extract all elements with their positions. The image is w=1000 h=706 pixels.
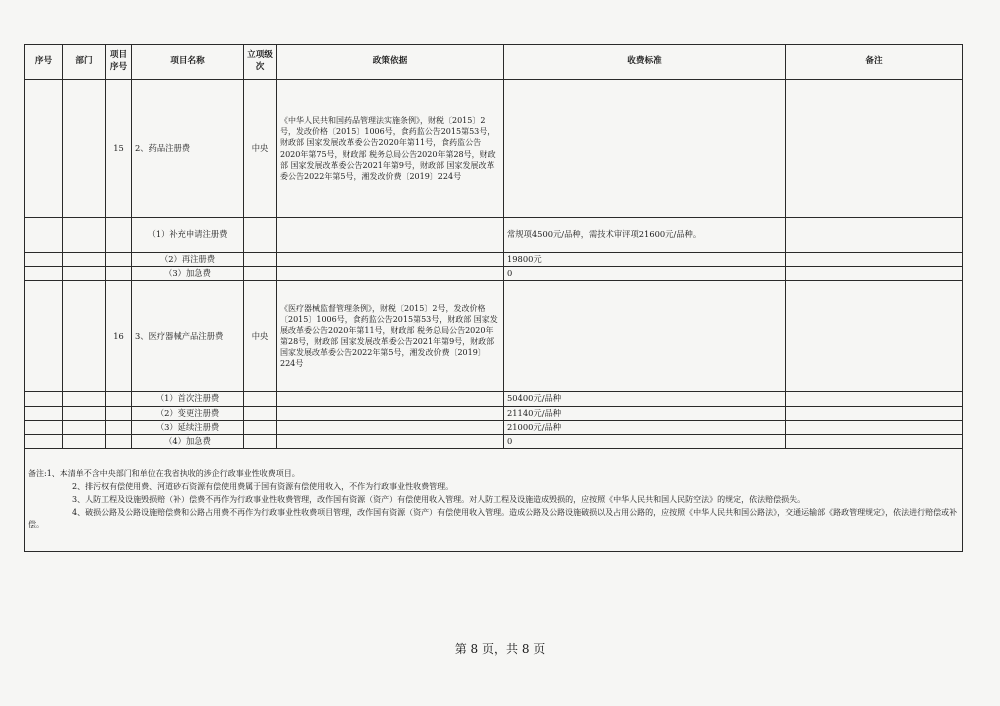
item-name-cell: （1）补充申请注册费 [132, 218, 244, 253]
note-1: 备注:1、本清单不含中央部门和单位在我省执收的涉企行政事业性收费项目。 [28, 469, 300, 479]
header-level: 立项级次 [244, 45, 277, 80]
standard-cell: 21140元/品种 [504, 406, 786, 420]
item-name-cell: （3）延续注册费 [132, 420, 244, 434]
level-cell: 中央 [244, 281, 277, 392]
header-remark: 备注 [786, 45, 963, 80]
item-seq-cell: 15 [106, 80, 132, 218]
item-name-cell: （2）再注册费 [132, 253, 244, 267]
table-row [25, 434, 963, 448]
level-cell: 中央 [244, 80, 277, 218]
table-row [25, 420, 963, 434]
table-header-row [25, 45, 963, 80]
table-row [25, 218, 963, 253]
notes-cell [25, 449, 963, 552]
item-name-cell: （2）变更注册费 [132, 406, 244, 420]
note-4: 4、破损公路及公路设施赔偿费和公路占用费不再作为行政事业性收费项目管理，改作国有资源（资产）有偿使用收入管理。造成公路及公路设施破损以及占用公路的，应按照《中华人民共和国公路法》，交通运输部《路政管理规定》，依法进行赔偿或补偿。 [28, 507, 958, 530]
header-dept: 部门 [63, 45, 106, 80]
table-row [25, 392, 963, 406]
notes-row [25, 449, 963, 552]
item-name-cell: （3）加急费 [132, 267, 244, 281]
item-name-cell: （4）加急费 [132, 434, 244, 448]
standard-cell: 21000元/品种 [504, 420, 786, 434]
standard-cell: 0 [504, 434, 786, 448]
table-row [25, 267, 963, 281]
table-row [25, 406, 963, 420]
standard-cell: 19800元 [504, 253, 786, 267]
basis-cell: 《中华人民共和国药品管理法实施条例》，财税〔2015〕2号，发改价格〔2015〕1006号，食药监公告2015第53号，财政部 国家发展改革委公告2020年第11号，食药监公告2020年第75号，财政部 税务总局公告2020年第28号，财政部 国家发展改革委公告2021年第9号，财政部 国家发展改革委公告2022年第5号，湘发改价费〔2019〕224号 [277, 80, 504, 218]
basis-cell: 《医疗器械监督管理条例》，财税〔2015〕2号，发改价格〔2015〕1006号，食药监公告2015第53号，财政部 国家发展改革委公告2020年第11号，财政部 税务总局公告2020年第28号，财政部 国家发展改革委公告2021年第9号，财政部 国家发展改革委公告2022年第5号，湘发改价费〔2019〕224号 [277, 281, 504, 392]
item-name-cell: （1）首次注册费 [132, 392, 244, 406]
note-3: 3、人防工程及设施毁损赔（补）偿费不再作为行政事业性收费管理，改作国有资源（资产）有偿使用收入管理。对人防工程及设施造成毁损的，应按照《中华人民共和国人民防空法》的规定，依法赔偿损失。 [72, 494, 806, 504]
item-name-cell: 2、药品注册费 [132, 80, 244, 218]
item-name-cell: 3、医疗器械产品注册费 [132, 281, 244, 392]
fee-table [24, 44, 963, 552]
standard-cell: 0 [504, 267, 786, 281]
table-row [25, 253, 963, 267]
standard-cell: 50400元/品种 [504, 392, 786, 406]
header-seq: 序号 [25, 45, 63, 80]
standard-cell: 常规项4500元/品种，需技术审评项21600元/品种。 [504, 218, 786, 253]
header-item-name: 项目名称 [132, 45, 244, 80]
note-2: 2、排污权有偿使用费、河道砂石资源有偿使用费属于国有资源有偿使用收入，不作为行政事业性收费管理。 [72, 481, 454, 491]
header-standard: 收费标准 [504, 45, 786, 80]
table-row [25, 281, 963, 392]
table-row [25, 80, 963, 218]
header-basis: 政策依据 [277, 45, 504, 80]
item-seq-cell: 16 [106, 281, 132, 392]
page-number: 第 8 页，共 8 页 [454, 642, 546, 656]
header-item-seq: 项目序号 [106, 45, 132, 80]
